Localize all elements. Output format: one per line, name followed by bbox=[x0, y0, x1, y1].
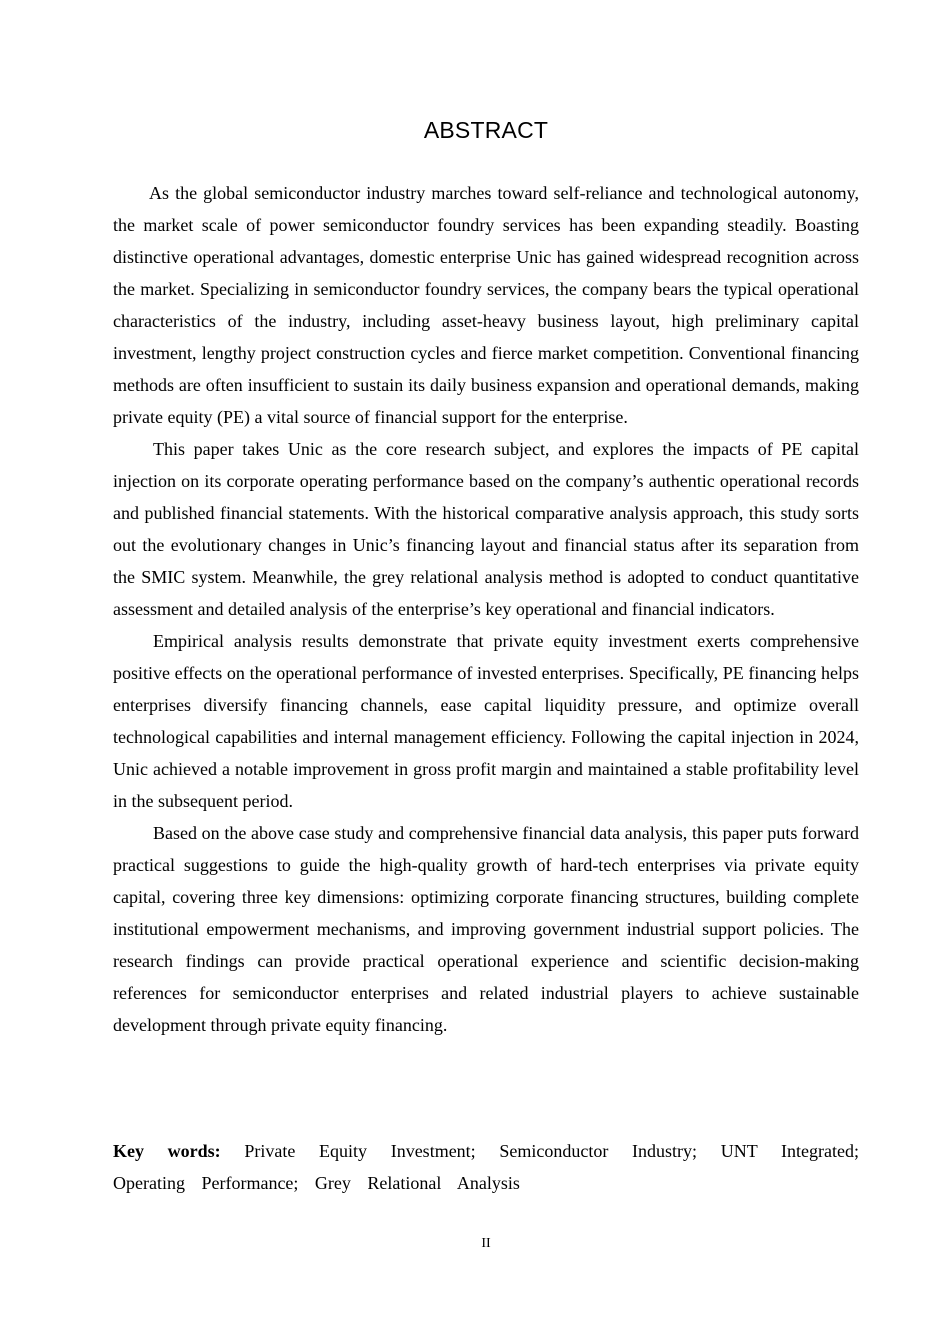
abstract-body bbox=[113, 177, 859, 1041]
keywords-line bbox=[113, 1135, 859, 1199]
abstract-paragraph-3: Empirical analysis results demonstrate that private equity investment exerts comprehensive positive effects on the operational performance of invested enterprises. Specifically, PE financing helps enterprises diversify financing channels, ease capital liquidity pressure, and optimize overall technological capabilities and internal management efficiency. Following the capital injection in 2024, Unic achieved a notable improvement in gross profit margin and maintained a stable profitability level in the subsequent period. bbox=[113, 631, 859, 811]
keywords-label: Key words: bbox=[113, 1141, 221, 1161]
abstract-paragraph-2: This paper takes Unic as the core research subject, and explores the impacts of PE capital injection on its corporate operating performance based on the company’s authentic operational records and published financial statements. With the historical comparative analysis approach, this study sorts out the evolutionary changes in Unic’s financing layout and financial status after its separation from the SMIC system. Meanwhile, the grey relational analysis method is adopted to conduct quantitative assessment and detailed analysis of the enterprise’s key operational and financial indicators. bbox=[113, 439, 859, 619]
abstract-paragraph-1: As the global semiconductor industry marches toward self-reliance and technological autonomy, the market scale of power semiconductor foundry services has been expanding steadily. Boasting distinctive operational advantages, domestic enterprise Unic has gained widespread recognition across the market. Specializing in semiconductor foundry services, the company bears the typical operational characteristics of the industry, including asset-heavy business layout, high preliminary capital investment, lengthy project construction cycles and fierce market competition. Conventional financing methods are often insufficient to sustain its daily business expansion and operational demands, making private equity (PE) a vital source of financial support for the enterprise. bbox=[113, 183, 859, 427]
keywords-text: Private Equity Investment; Semiconductor Industry; UNT Integrated; Operating Performance; Grey Relational Analysis bbox=[113, 1141, 859, 1193]
abstract-title: ABSTRACT bbox=[423, 117, 549, 143]
abstract-paragraph-4: Based on the above case study and comprehensive financial data analysis, this paper puts forward practical suggestions to guide the high-quality growth of hard-tech enterprises via private equity capital, covering three key dimensions: optimizing corporate financing structures, building complete institutional empowerment mechanisms, and improving government industrial support policies. The research findings can provide practical operational experience and scientific decision-making references for semiconductor enterprises and related industrial players to achieve sustainable development through private equity financing. bbox=[113, 823, 859, 1035]
page-number: II bbox=[481, 1236, 491, 1251]
